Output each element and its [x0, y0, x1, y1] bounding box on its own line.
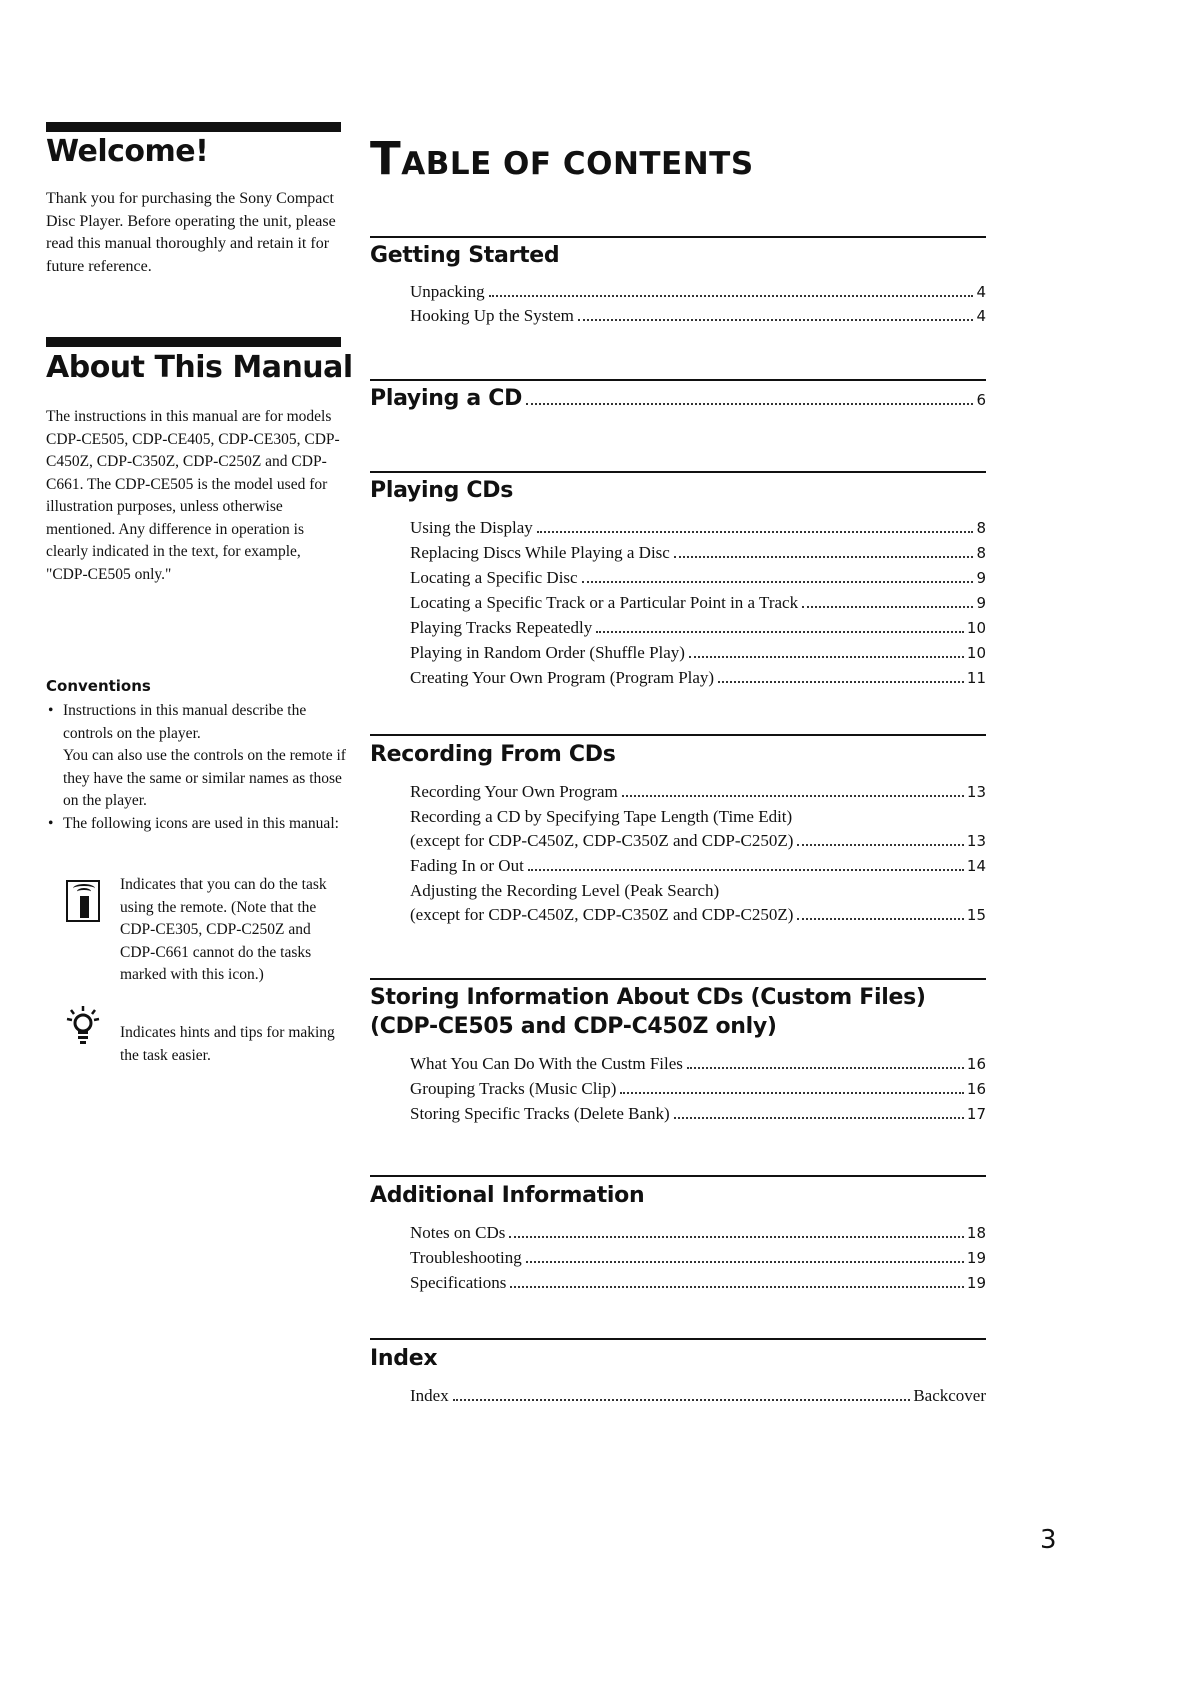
heading-rule [46, 122, 341, 132]
toc-entry[interactable]: Locating a Specific Track or a Particular Point in a Track 9 [410, 593, 986, 612]
hint-icon-note: Indicates hints and tips for making the task easier. [120, 1024, 335, 1064]
toc-entry[interactable]: Notes on CDs 18 [410, 1223, 986, 1242]
toc-title: TABLE OF CONTENTS [370, 132, 754, 185]
conventions-bullet-1: Instructions in this manual describe the controls on the player. [63, 702, 307, 742]
toc-entry[interactable]: (except for CDP-C450Z, CDP-C350Z and CDP-C250Z) 15 [410, 905, 986, 924]
toc-entry[interactable]: Index Backcover [410, 1386, 986, 1405]
toc-entry[interactable]: Playing in Random Order (Shuffle Play) 10 [410, 643, 986, 662]
toc-entry[interactable]: Troubleshooting 19 [410, 1248, 986, 1267]
toc-entry[interactable]: Playing Tracks Repeatedly 10 [410, 618, 986, 637]
toc-entry[interactable]: Fading In or Out 14 [410, 856, 986, 875]
about-text: The instructions in this manual are for models CDP-CE505, CDP-CE405, CDP-CE305, CDP-C450Z, CDP-C350Z, CDP-C250Z and CDP-C661. The CDP-CE505 is the model used for illustration purposes, unless otherwise mentioned. Any difference in operation is clearly indicated in the text, for example, "CDP-CE505 only." [46, 408, 340, 583]
section-getting-started: Getting Started [370, 243, 560, 268]
toc-entry[interactable]: Recording Your Own Program 13 [410, 782, 986, 801]
section-storing-line1: Storing Information About CDs (Custom Files) [370, 985, 926, 1010]
about-heading: About This Manual [46, 350, 353, 385]
toc-entry[interactable]: Storing Specific Tracks (Delete Bank) 17 [410, 1104, 986, 1123]
section-additional: Additional Information [370, 1183, 645, 1208]
heading-rule [46, 337, 341, 347]
toc-entry[interactable]: Replacing Discs While Playing a Disc 8 [410, 543, 986, 562]
toc-entry[interactable]: Creating Your Own Program (Program Play) 11 [410, 668, 986, 687]
toc-entry-line[interactable]: Adjusting the Recording Level (Peak Search) [410, 881, 720, 900]
conventions-bullet-1-extra: You can also use the controls on the remote if they have the same or similar names as those on the player. [63, 747, 346, 809]
section-storing-line2: (CDP-CE505 and CDP-C450Z only) [370, 1014, 777, 1039]
conventions-list [46, 700, 346, 835]
section-rule [370, 471, 986, 473]
remote-icon [66, 880, 100, 922]
section-rule [370, 1338, 986, 1340]
toc-entry-playing-a-cd[interactable]: Playing a CD 6 [370, 386, 986, 411]
toc-entry[interactable]: What You Can Do With the Custm Files 16 [410, 1054, 986, 1073]
toc-entry[interactable]: Unpacking 4 [410, 282, 986, 301]
section-rule [370, 978, 986, 980]
section-rule [370, 734, 986, 736]
remote-icon-note: Indicates that you can do the task using the remote. (Note that the CDP-CE305, CDP-C250Z and CDP-C661 cannot do the tasks marked with this icon.) [120, 876, 327, 983]
section-rule [370, 236, 986, 238]
toc-entry[interactable]: Grouping Tracks (Music Clip) 16 [410, 1079, 986, 1098]
bullet: • [48, 702, 54, 719]
section-playing-cds: Playing CDs [370, 478, 513, 503]
welcome-heading: Welcome! [46, 134, 209, 169]
toc-entry[interactable]: Hooking Up the System 4 [410, 306, 986, 325]
toc-entry-line[interactable]: Recording a CD by Specifying Tape Length (Time Edit) [410, 807, 793, 826]
page-number: 3 [1040, 1525, 1057, 1555]
conventions-bullet-2: The following icons are used in this manual: [63, 814, 339, 832]
conventions-heading: Conventions [46, 677, 151, 695]
welcome-text: Thank you for purchasing the Sony Compact Disc Player. Before operating the unit, please read this manual thoroughly and retain it for future reference. [46, 190, 336, 275]
section-recording: Recording From CDs [370, 742, 616, 767]
toc-entry[interactable]: Using the Display 8 [410, 518, 986, 537]
section-index: Index [370, 1346, 438, 1371]
section-rule [370, 1175, 986, 1177]
section-rule [370, 379, 986, 381]
toc-entry[interactable]: (except for CDP-C450Z, CDP-C350Z and CDP-C250Z) 13 [410, 831, 986, 850]
list-item [46, 813, 346, 836]
bullet: • [48, 814, 54, 832]
lightbulb-icon [66, 1005, 100, 1047]
toc-entry[interactable]: Locating a Specific Disc 9 [410, 568, 986, 587]
list-item [46, 700, 346, 813]
toc-entry[interactable]: Specifications 19 [410, 1273, 986, 1292]
